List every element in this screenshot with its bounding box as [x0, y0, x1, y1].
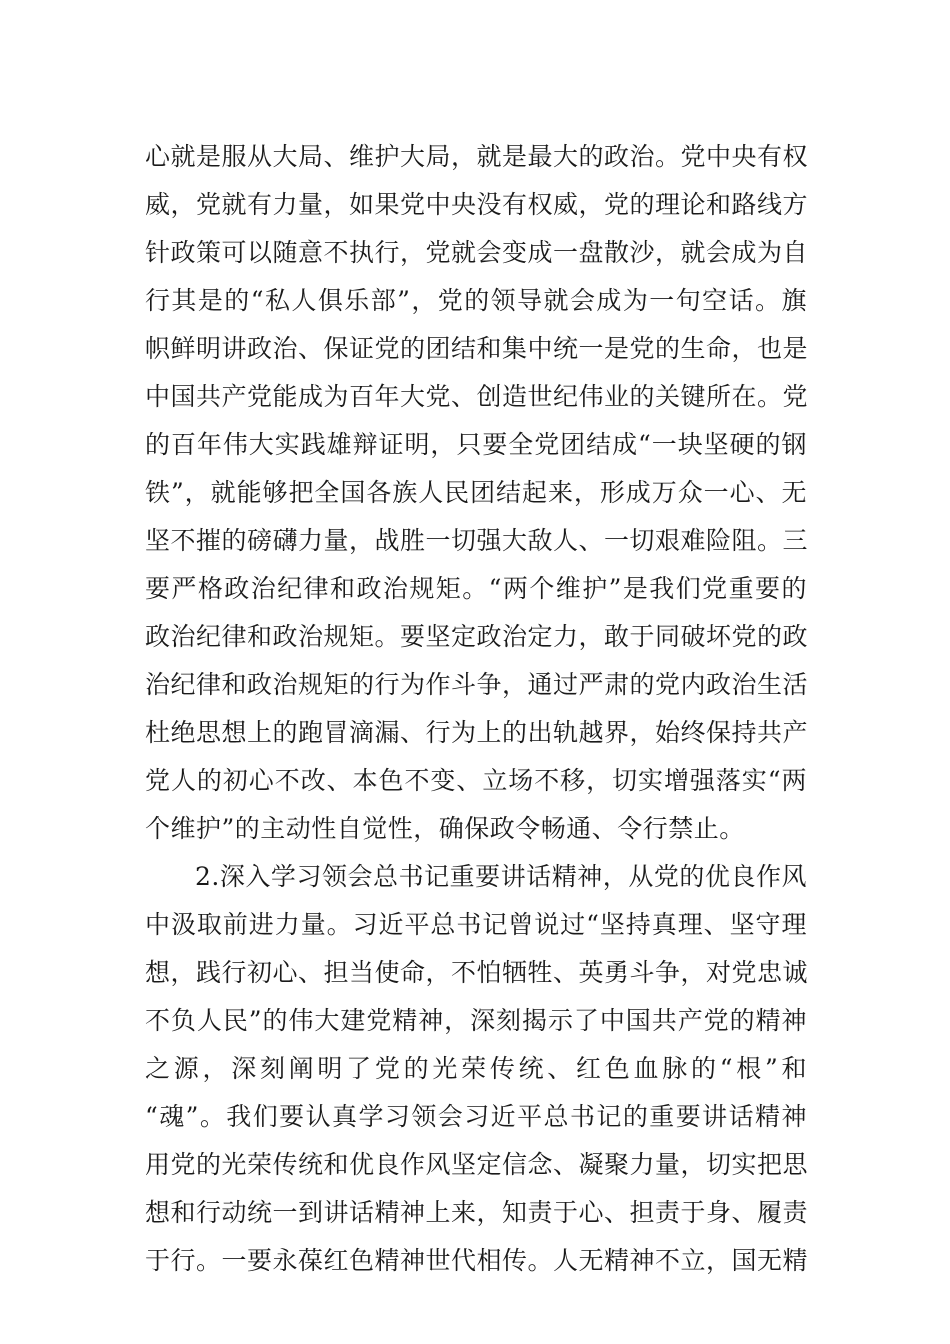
text-line: 不负人民”的伟大建党精神，深刻揭示了中国共产党的精神 — [145, 1006, 807, 1035]
text-line: 威，党就有力量，如果党中央没有权威，党的理论和路线方 — [145, 190, 809, 219]
text-line: 于行。一要永葆红色精神世代相传。人无精神不立，国无精 — [145, 1246, 809, 1275]
text-line: 要严格政治纪律和政治规矩。“两个维护”是我们党重要的 — [145, 574, 807, 603]
text-line: 中国共产党能成为百年大党、创造世纪伟业的关键所在。党 — [145, 382, 809, 411]
text-line: 用党的光荣传统和优良作风坚定信念、凝聚力量，切实把思 — [145, 1150, 809, 1179]
text-line: “魂”。我们要认真学习领会习近平总书记的重要讲话精神 — [145, 1102, 807, 1131]
text-line: 政治纪律和政治规矩。要坚定政治定力，敢于同破坏党的政 — [145, 622, 809, 651]
text-line: 针政策可以随意不执行，党就会变成一盘散沙，就会成为自 — [145, 238, 809, 267]
text-line: 帜鲜明讲政治、保证党的团结和集中统一是党的生命，也是 — [145, 334, 809, 363]
text-line: 的百年伟大实践雄辩证明，只要全党团结成“一块坚硬的钢 — [145, 430, 807, 459]
text-line: 想和行动统一到讲话精神上来，知责于心、担责于身、履责 — [145, 1198, 809, 1227]
text-line: 心就是服从大局、维护大局，就是最大的政治。党中央有权 — [145, 142, 809, 171]
text-line: 坚不摧的磅礴力量，战胜一切强大敌人、一切艰难险阻。三 — [145, 526, 809, 555]
text-line: 中汲取前进力量。习近平总书记曾说过“坚持真理、坚守理 — [145, 910, 807, 939]
document-body — [145, 133, 807, 1285]
text-line: 想，践行初心、担当使命，不怕牺牲、英勇斗争，对党忠诚 — [145, 958, 809, 987]
text-line: 杜绝思想上的跑冒滴漏、行为上的出轨越界，始终保持共产 — [145, 718, 809, 747]
text-line: 治纪律和政治规矩的行为作斗争，通过严肃的党内政治生活 — [145, 670, 809, 699]
text-line: 党人的初心不改、本色不变、立场不移，切实增强落实“两 — [145, 766, 807, 795]
text-line: 之源，深刻阐明了党的光荣传统、红色血脉的“根”和 — [145, 1054, 807, 1083]
section-heading-line: 2.深入学习领会总书记重要讲话精神，从党的优良作风 — [195, 862, 807, 891]
text-line: 铁”，就能够把全国各族人民团结起来，形成万众一心、无 — [145, 478, 807, 507]
text-line: 行其是的“私人俱乐部”，党的领导就会成为一句空话。旗 — [145, 286, 807, 315]
paragraph-end-line: 个维护”的主动性自觉性，确保政令畅通、令行禁止。 — [145, 814, 745, 843]
